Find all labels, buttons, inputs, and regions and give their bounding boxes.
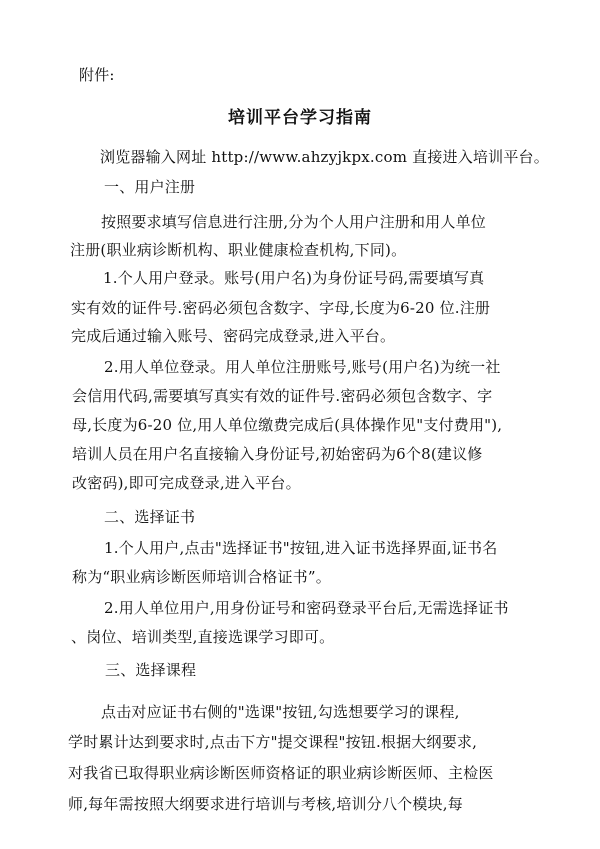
paragraph-line: 会信用代码,需要填写真实有效的证件号.密码必须包含数字、字 bbox=[72, 387, 493, 405]
paragraph-line: 学时累计达到要求时,点击下方"提交课程"按钮.根据大纲要求, bbox=[68, 733, 478, 751]
paragraph-line: 1.个人用户,点击"选择证书"按钮,进入证书选择界面,证书名 bbox=[104, 539, 498, 557]
attachment-label: 附件: bbox=[79, 66, 115, 84]
section-3-heading: 三、选择课程 bbox=[105, 661, 197, 679]
paragraph-line: 实有效的证件号.密码必须包含数字、字母,长度为6-20 位.注册 bbox=[71, 299, 491, 317]
paragraph-line: 按照要求填写信息进行注册,分为个人用户注册和用人单位 bbox=[101, 213, 486, 231]
document-title: 培训平台学习指南 bbox=[228, 108, 372, 128]
section-1-heading: 一、用户注册 bbox=[104, 178, 196, 196]
paragraph-line: 注册(职业病诊断机构、职业健康检查机构,下同)。 bbox=[70, 241, 407, 259]
paragraph-line: 母,长度为6-20 位,用人单位缴费完成后(具体操作见"支付费用"), bbox=[72, 416, 503, 434]
paragraph-line: 培训人员在用户名直接输入身份证号,初始密码为6个8(建议修 bbox=[72, 445, 483, 463]
paragraph-line: 2.用人单位用户,用身份证号和密码登录平台后,无需选择证书 bbox=[104, 599, 509, 617]
paragraph-line: 1.个人用户登录。账号(用户名)为身份证号码,需要填写真 bbox=[103, 269, 485, 287]
paragraph-line: 、岗位、培训类型,直接选课学习即可。 bbox=[71, 628, 335, 646]
paragraph-line: 对我省已取得职业病诊断医师资格证的职业病诊断医师、主检医 bbox=[68, 764, 494, 782]
section-2-heading: 二、选择证书 bbox=[104, 508, 196, 526]
paragraph-line: 2.用人单位登录。用人单位注册账号,账号(用户名)为统一社 bbox=[104, 358, 501, 376]
paragraph-line: 改密码),即可完成登录,进入平台。 bbox=[72, 474, 301, 492]
paragraph-line: 点击对应证书右侧的"选课"按钮,勾选想要学习的课程, bbox=[101, 703, 460, 721]
paragraph-line: 称为“职业病诊断医师培训合格证书”。 bbox=[72, 568, 331, 586]
intro-line: 浏览器输入网址 http://www.ahzyjkpx.com 直接进入培训平台。 bbox=[100, 148, 549, 166]
paragraph-line: 完成后通过输入账号、密码完成登录,进入平台。 bbox=[71, 327, 396, 345]
paragraph-line: 师,每年需按照大纲要求进行培训与考核,培训分八个模块,每 bbox=[68, 795, 463, 813]
